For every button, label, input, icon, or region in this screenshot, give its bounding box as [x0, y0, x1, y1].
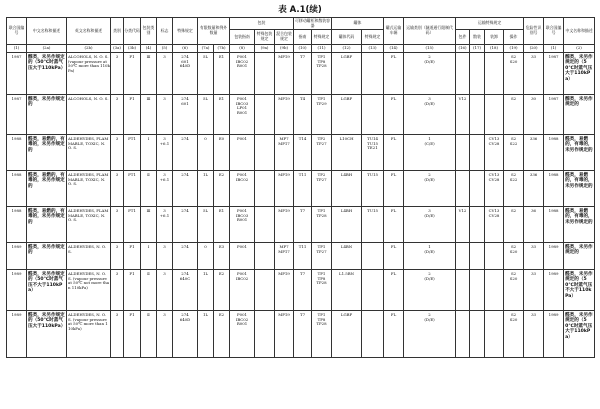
transport-cat-cell: 2 (D/E): [404, 270, 456, 311]
loading-cell: [485, 311, 504, 358]
dangerous-goods-table: [6, 17, 595, 358]
label-cell: 3: [157, 53, 173, 95]
tank-vehicle-cell: FL: [384, 243, 404, 270]
packing-group-cell: Ⅲ: [141, 207, 157, 243]
operation-cell: S2 S22: [504, 171, 524, 207]
operation-cell: S2 S22: [504, 135, 524, 171]
special-provisions-cell: 274 601: [173, 95, 198, 135]
un-cell: 1988: [7, 207, 27, 243]
excepted-qty-cell: E3: [214, 243, 230, 270]
col-index: (11): [312, 45, 332, 53]
mixed-pack-cell: MP19: [275, 171, 294, 207]
header-cn-name: 中文名称和描述: [27, 18, 67, 45]
operation-cell: S2: [504, 95, 524, 135]
bulk-cell: [470, 270, 485, 311]
tank-instr-cell: T4: [294, 95, 312, 135]
col-index: (20): [524, 45, 544, 53]
special-pack-cell: [255, 171, 275, 207]
vtank-special-cell: [362, 53, 384, 95]
class-code-cell: FT1: [124, 207, 141, 243]
en-name-cell: ALDEHYDES, N. O. S.: [67, 243, 111, 270]
col-index: (17): [470, 45, 485, 53]
special-provisions-cell: 274: [173, 243, 198, 270]
limited-qty-cell: 1L: [198, 311, 214, 358]
mixed-pack-cell: MP7 MP17: [275, 243, 294, 270]
excepted-qty-cell: E1: [214, 95, 230, 135]
tank-special-cell: TP1 TP8 TP28: [312, 270, 332, 311]
tank-special-cell: TP1 TP28: [312, 207, 332, 243]
label-cell: 3: [157, 270, 173, 311]
loading-cell: CV13 CV28: [485, 135, 504, 171]
en-name-cell: ALDEHYDES, N. O. S. (vapour pressure at 50℃ not more than 110kPa): [67, 270, 111, 311]
loading-cell: [485, 53, 504, 95]
hazard-id-cell: 33: [524, 270, 544, 311]
tank-instr-cell: T7: [294, 53, 312, 95]
header-tank-vehicle: 罐式运输车辆: [384, 18, 404, 45]
tank-special-cell: TP1 TP8 TP28: [312, 311, 332, 358]
tank-instr-cell: T11: [294, 171, 312, 207]
un-cell-2: 1989: [544, 243, 564, 270]
class-cell: 3: [111, 311, 124, 358]
packing-group-cell: Ⅲ: [141, 53, 157, 95]
header-pack-instr: 包装指南: [230, 30, 255, 45]
col-index: (12): [332, 45, 362, 53]
tank-special-cell: TP1 TP8 TP28: [312, 53, 332, 95]
pack-instr-cell: P001 IBC03 LP01 R001: [230, 95, 255, 135]
col-index: (19): [504, 45, 524, 53]
header-class: 类别: [111, 18, 124, 45]
vtank-special-cell: [362, 270, 384, 311]
loading-cell: CV13 CV28: [485, 171, 504, 207]
tank-vehicle-cell: FL: [384, 207, 404, 243]
col-index: (2): [564, 45, 595, 53]
hazard-id-cell: 36: [524, 207, 544, 243]
un-cell: 1989: [7, 270, 27, 311]
tank-instr-cell: T11: [294, 243, 312, 270]
cn-name-cell-2: 醇类，未另作规定的（50℃时蒸气压大于110kPa）: [564, 53, 595, 95]
packages-cell: [456, 171, 470, 207]
special-pack-cell: [255, 243, 275, 270]
col-index: (1): [544, 45, 564, 53]
loading-cell: CV13 CV28: [485, 207, 504, 243]
vtank-special-cell: [362, 311, 384, 358]
en-name-cell: ALCOHOLS, N. O. S.: [67, 95, 111, 135]
tank-instr-cell: T7: [294, 207, 312, 243]
packing-group-cell: Ⅱ: [141, 311, 157, 358]
class-cell: 3: [111, 171, 124, 207]
tank-code-cell: LGBF: [332, 53, 362, 95]
tank-special-cell: TP1 TP27: [312, 243, 332, 270]
tank-code-cell: L10CH: [332, 135, 362, 171]
mixed-pack-cell: MP19: [275, 270, 294, 311]
tank-special-cell: TP2 TP27: [312, 171, 332, 207]
header-packages: 包件: [456, 30, 470, 45]
header-group-tank: 可移动罐柜和散装容器: [295, 17, 331, 28]
class-code-cell: F1: [124, 53, 141, 95]
packages-cell: V12: [456, 95, 470, 135]
tank-code-cell: LGBF: [332, 95, 362, 135]
loading-cell: [485, 95, 504, 135]
table-row: [7, 171, 595, 207]
vtank-special-cell: TU15: [362, 207, 384, 243]
tank-vehicle-cell: FL: [384, 270, 404, 311]
packing-group-cell: Ⅲ: [141, 95, 157, 135]
cn-name-cell: 醛类，易燃的，有毒的，未另作规定的: [27, 207, 67, 243]
header-un-number-2: 联合国编号: [544, 18, 564, 45]
col-index: (9a): [255, 45, 275, 53]
un-cell-2: 1988: [544, 135, 564, 171]
mixed-pack-cell: MP7 MP17: [275, 135, 294, 171]
col-index: (9b): [275, 45, 294, 53]
col-index: (6): [173, 45, 198, 53]
col-index: (14): [384, 45, 404, 53]
pack-instr-cell: P001 IBC03 R001: [230, 207, 255, 243]
col-index: (10): [294, 45, 312, 53]
bulk-cell: [470, 135, 485, 171]
header-group-packaging: 包装: [230, 18, 294, 30]
un-cell: 1988: [7, 171, 27, 207]
col-index: (1): [7, 45, 27, 53]
cn-name-cell-2: 醛类，易燃的，有毒的，未另作规定的: [564, 135, 595, 171]
label-cell: 3: [157, 243, 173, 270]
hazard-id-cell: 30: [524, 95, 544, 135]
col-index: (13): [362, 45, 384, 53]
header-tank-special: 特殊规定: [312, 30, 332, 45]
tank-code-cell: LGBF: [332, 311, 362, 358]
special-pack-cell: [255, 135, 275, 171]
un-cell-2: 1987: [544, 53, 564, 95]
class-code-cell: F1: [124, 243, 141, 270]
en-name-cell: ALDEHYDES, FLAMMABLE, TOXIC, N. O. S.: [67, 171, 111, 207]
mixed-pack-cell: MP19: [275, 311, 294, 358]
excepted-qty-cell: E2: [214, 171, 230, 207]
col-index: (3a): [111, 45, 124, 53]
cn-name-cell: 醛类，未另作规定的（50℃时蒸气压大于110kPa）: [27, 311, 67, 358]
un-cell: 1987: [7, 53, 27, 95]
col-index: (7b): [214, 45, 230, 53]
label-cell: 3 +6.1: [157, 171, 173, 207]
bulk-cell: [470, 207, 485, 243]
label-cell: 3 +6.1: [157, 207, 173, 243]
un-cell-2: 1988: [544, 207, 564, 243]
mixed-pack-cell: MP19: [275, 95, 294, 135]
table-row: [7, 311, 595, 358]
transport-cat-cell: 2 (D/E): [404, 53, 456, 95]
header-loading: 装卸: [485, 30, 504, 45]
class-cell: 3: [111, 95, 124, 135]
tank-vehicle-cell: FL: [384, 95, 404, 135]
limited-qty-cell: 5L: [198, 53, 214, 95]
special-pack-cell: [255, 207, 275, 243]
label-cell: 3 +6.1: [157, 135, 173, 171]
packages-cell: [456, 311, 470, 358]
cn-name-cell-2: 醛类，易燃的，有毒的，未另作规定的: [564, 207, 595, 243]
header-limited-qty: 有限数量和例外数量: [198, 18, 230, 45]
un-cell: 1989: [7, 243, 27, 270]
special-provisions-cell: 274 640C: [173, 270, 198, 311]
pack-instr-cell: P001: [230, 135, 255, 171]
header-tank-instr: 指南: [294, 30, 312, 45]
hazard-id-cell: 336: [524, 171, 544, 207]
loading-cell: [485, 270, 504, 311]
en-name-cell: ALDEHYDES, FLAMMABLE, TOXIC, N. O. S.: [67, 207, 111, 243]
table-row: [7, 270, 595, 311]
header-group-special: 运输特殊规定: [456, 18, 524, 30]
cn-name-cell: 醛类，未另作规定的（50℃时蒸气压不大于110kPa）: [27, 270, 67, 311]
cn-name-cell: 醛类，未另作规定的: [27, 243, 67, 270]
class-code-cell: FT1: [124, 171, 141, 207]
un-cell: 1988: [7, 135, 27, 171]
col-index: (2b): [67, 45, 111, 53]
special-pack-cell: [255, 95, 275, 135]
header-en-name: 英文名称和描述: [67, 18, 111, 45]
bulk-cell: [470, 95, 485, 135]
tank-special-cell: TP1 TP29: [312, 95, 332, 135]
cn-name-cell: 醛类，易燃的，有毒的，未另作规定的: [27, 135, 67, 171]
table-row: [7, 207, 595, 243]
col-index: (4): [141, 45, 157, 53]
tank-vehicle-cell: FL: [384, 53, 404, 95]
excepted-qty-cell: E2: [214, 270, 230, 311]
packing-group-cell: Ⅱ: [141, 270, 157, 311]
operation-cell: S2: [504, 207, 524, 243]
packing-group-cell: Ⅱ: [141, 171, 157, 207]
hazard-id-cell: 33: [524, 53, 544, 95]
pack-instr-cell: P001 IBC02 R001: [230, 53, 255, 95]
mixed-pack-cell: MP19: [275, 53, 294, 95]
operation-cell: S2 S20: [504, 53, 524, 95]
header-label: 标志: [157, 18, 173, 45]
transport-cat-cell: 1 (D/E): [404, 243, 456, 270]
loading-cell: [485, 243, 504, 270]
class-code-cell: FT1: [124, 135, 141, 171]
cn-name-cell-2: 醇类，未另作规定的: [564, 95, 595, 135]
un-cell: 1987: [7, 95, 27, 135]
cn-name-cell-2: 醛类，未另作规定的（50℃时蒸气压不大于110kPa）: [564, 270, 595, 311]
col-index: (16): [456, 45, 470, 53]
class-cell: 3: [111, 270, 124, 311]
excepted-qty-cell: E0: [214, 135, 230, 171]
class-code-cell: F1: [124, 270, 141, 311]
tank-code-cell: L4BN: [332, 243, 362, 270]
bulk-cell: [470, 53, 485, 95]
pack-instr-cell: P001 IBC02: [230, 171, 255, 207]
operation-cell: S2 S20: [504, 270, 524, 311]
bulk-cell: [470, 171, 485, 207]
un-cell-2: 1989: [544, 311, 564, 358]
hazard-id-cell: 336: [524, 135, 544, 171]
col-index: (8): [230, 45, 255, 53]
col-index: (5): [157, 45, 173, 53]
vtank-special-cell: [362, 95, 384, 135]
header-special-pack: 特殊包装规定: [255, 30, 275, 45]
transport-cat-cell: 2 (D/E): [404, 171, 456, 207]
header-bulk: 散装: [470, 30, 485, 45]
operation-cell: S2 S20: [504, 243, 524, 270]
transport-cat-cell: 3 (D/E): [404, 207, 456, 243]
packages-cell: [456, 53, 470, 95]
limited-qty-cell: 5L: [198, 95, 214, 135]
table-row: [7, 53, 595, 95]
cn-name-cell-2: 醛类，未另作规定的（50℃时蒸气压大于110kPa）: [564, 311, 595, 358]
pack-instr-cell: P001: [230, 243, 255, 270]
limited-qty-cell: 1L: [198, 270, 214, 311]
header-packing-group: 包装类别: [141, 18, 157, 45]
column-index-row: [7, 45, 595, 53]
header-tank-code: 罐体代码: [332, 30, 362, 45]
table-row: [7, 95, 595, 135]
cn-name-cell: 醇类，未另作规定的（50℃时蒸气压大于110kPa）: [27, 53, 67, 95]
class-cell: 3: [111, 207, 124, 243]
special-pack-cell: [255, 53, 275, 95]
transport-cat-cell: 1 (C/E): [404, 135, 456, 171]
tank-instr-cell: T14: [294, 135, 312, 171]
vtank-special-cell: [362, 243, 384, 270]
special-provisions-cell: 274 640D: [173, 311, 198, 358]
table-row: [7, 135, 595, 171]
col-index: (18): [485, 45, 504, 53]
hazard-id-cell: 33: [524, 243, 544, 270]
label-cell: 3: [157, 95, 173, 135]
un-cell-2: 1989: [544, 270, 564, 311]
transport-cat-cell: 2 (D/E): [404, 311, 456, 358]
operation-cell: S2 S20: [504, 311, 524, 358]
packing-group-cell: Ⅰ: [141, 135, 157, 171]
cn-name-cell-2: 醛类，易燃的，有毒的，未另作规定的: [564, 171, 595, 207]
header-hazard-id: 危险性识别号: [524, 18, 544, 45]
un-cell-2: 1987: [544, 95, 564, 135]
packages-cell: [456, 270, 470, 311]
limited-qty-cell: 1L: [198, 171, 214, 207]
table-title: 表 A.1(续): [278, 5, 322, 15]
tank-special-cell: TP2 TP27: [312, 135, 332, 171]
pack-instr-cell: P001 IBC02 R001: [230, 311, 255, 358]
limited-qty-cell: 0: [198, 135, 214, 171]
vtank-special-cell: TU14 TU15 TE21: [362, 135, 384, 171]
tank-code-cell: L1.5BN: [332, 270, 362, 311]
tank-code-cell: L4BH: [332, 207, 362, 243]
col-index: (7a): [198, 45, 214, 53]
class-cell: 3: [111, 243, 124, 270]
header-transport-cat: 运输类别（隧道通行限制代码）: [404, 18, 456, 45]
header-un-number: 联合国编号: [7, 18, 27, 45]
un-cell: 1989: [7, 311, 27, 358]
class-code-cell: F1: [124, 95, 141, 135]
hazard-id-cell: 33: [524, 311, 544, 358]
label-cell: 3: [157, 311, 173, 358]
packages-cell: [456, 243, 470, 270]
mixed-pack-cell: MP19: [275, 207, 294, 243]
excepted-qty-cell: E2: [214, 311, 230, 358]
header-mixed-pack: 混合包装规定: [275, 30, 294, 45]
limited-qty-cell: 5L: [198, 207, 214, 243]
transport-cat-cell: 3 (D/E): [404, 95, 456, 135]
header-operation: 操作: [504, 30, 524, 45]
excepted-qty-cell: E1: [214, 207, 230, 243]
packages-cell: V12: [456, 207, 470, 243]
en-name-cell: ALCOHOLS, N. O. S. (vapour pressure at 50℃ more than 110kPa): [67, 53, 111, 95]
header-cn-name-2: 中文名称和描述: [564, 18, 595, 45]
table-row: [7, 243, 595, 270]
bulk-cell: [470, 243, 485, 270]
special-pack-cell: [255, 311, 275, 358]
class-cell: 3: [111, 135, 124, 171]
cn-name-cell-2: 醛类，未另作规定的: [564, 243, 595, 270]
col-index: (15): [404, 45, 456, 53]
vtank-special-cell: TU15: [362, 171, 384, 207]
excepted-qty-cell: E1: [214, 53, 230, 95]
special-provisions-cell: 274: [173, 207, 198, 243]
header-group-vehicle-tank: 罐体: [332, 18, 384, 30]
tank-instr-cell: T7: [294, 311, 312, 358]
un-cell-2: 1988: [544, 171, 564, 207]
class-cell: 3: [111, 53, 124, 95]
tank-instr-cell: T7: [294, 270, 312, 311]
pack-instr-cell: P001 IBC02: [230, 270, 255, 311]
header-class-code: 分类代码: [124, 18, 141, 45]
packages-cell: [456, 135, 470, 171]
special-provisions-cell: 274 601 640D: [173, 53, 198, 95]
cn-name-cell: 醇类，未另作规定的: [27, 95, 67, 135]
header-special-provisions: 特殊规定: [173, 18, 198, 45]
tank-vehicle-cell: FL: [384, 311, 404, 358]
bulk-cell: [470, 311, 485, 358]
tank-vehicle-cell: FL: [384, 135, 404, 171]
special-provisions-cell: 274: [173, 171, 198, 207]
en-name-cell: ALDEHYDES, N. O. S. (vapour pressure at 50℃ more than 110kPa): [67, 311, 111, 358]
limited-qty-cell: 0: [198, 243, 214, 270]
col-index: (3b): [124, 45, 141, 53]
col-index: (2a): [27, 45, 67, 53]
header-vtank-special: 特殊规定: [362, 30, 384, 45]
special-pack-cell: [255, 270, 275, 311]
tank-vehicle-cell: FL: [384, 171, 404, 207]
tank-code-cell: L4BH: [332, 171, 362, 207]
special-provisions-cell: 274: [173, 135, 198, 171]
en-name-cell: ALDEHYDES, FLAMMABLE, TOXIC, N. O. S.: [67, 135, 111, 171]
cn-name-cell: 醛类，易燃的，有毒的，未另作规定的: [27, 171, 67, 207]
class-code-cell: F1: [124, 311, 141, 358]
packing-group-cell: Ⅰ: [141, 243, 157, 270]
